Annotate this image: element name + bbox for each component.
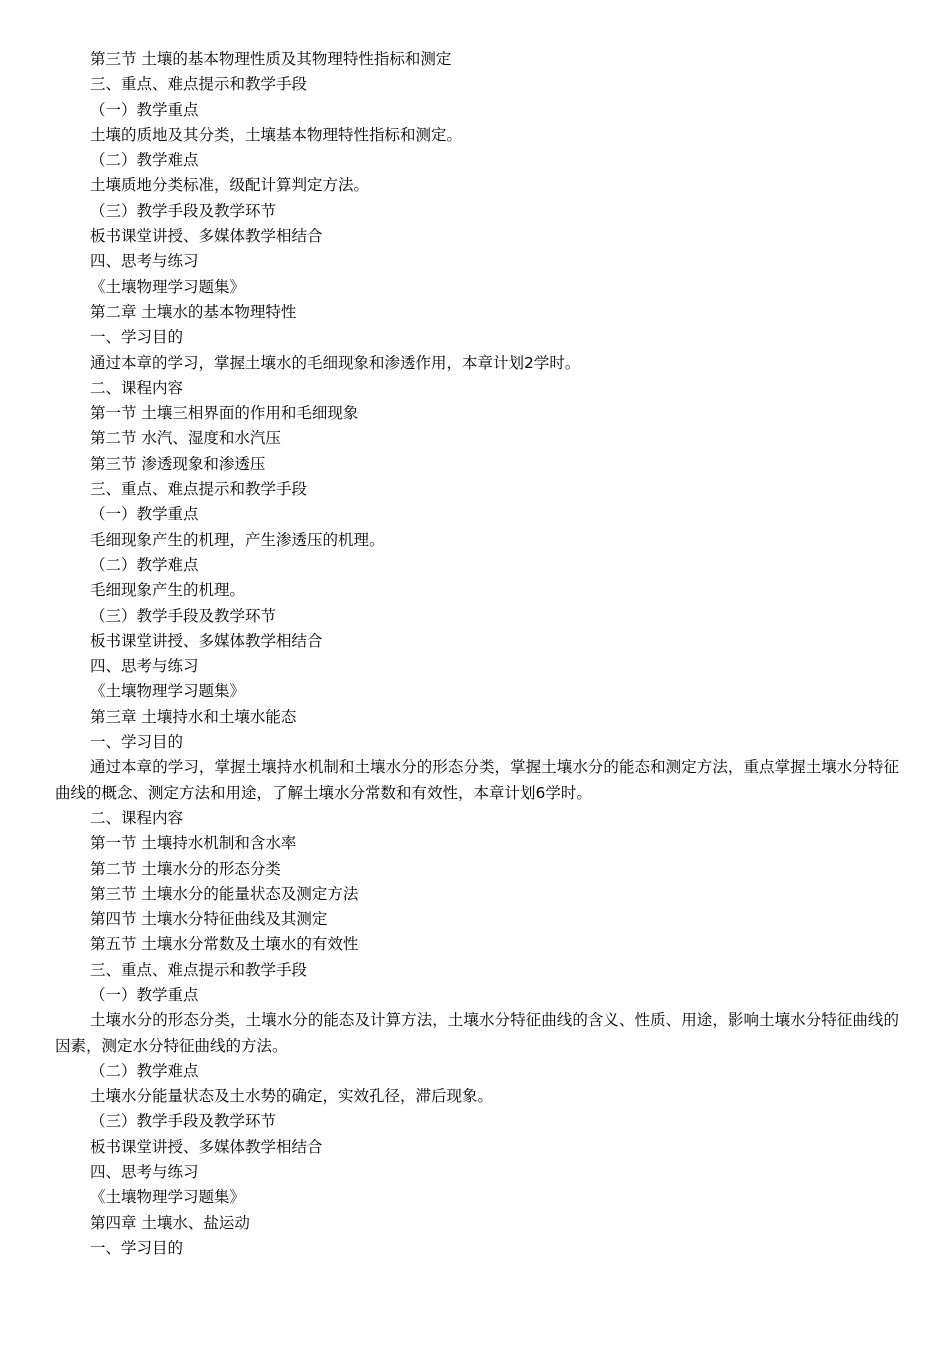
document-line: 第五节 土壤水分常数及土壤水的有效性 bbox=[90, 935, 359, 954]
document-line: 第四章 土壤水、盐运动 bbox=[90, 1213, 250, 1232]
document-line: 板书课堂讲授、多媒体教学相结合 bbox=[90, 631, 323, 650]
document-line: 第二节 土壤水分的形态分类 bbox=[90, 859, 281, 878]
document-line: 第二节 水汽、湿度和水汽压 bbox=[90, 429, 281, 448]
document-line: 一、学习目的 bbox=[90, 328, 184, 347]
document-line: （三）教学手段及教学环节 bbox=[90, 606, 277, 625]
document-line: 第三节 渗透现象和渗透压 bbox=[90, 454, 266, 473]
document-line: 板书课堂讲授、多媒体教学相结合 bbox=[90, 227, 323, 246]
document-line: 第三节 土壤的基本物理性质及其物理特性指标和测定 bbox=[90, 50, 452, 68]
document-line: 第三章 土壤持水和土壤水能态 bbox=[90, 707, 297, 726]
document-line: 板书课堂讲授、多媒体教学相结合 bbox=[90, 1137, 323, 1156]
document-line: 第二章 土壤水的基本物理特性 bbox=[90, 302, 297, 321]
document-line: 一、学习目的 bbox=[90, 1238, 184, 1257]
document-line: （二）教学难点 bbox=[90, 1061, 199, 1080]
document-line: 三、重点、难点提示和教学手段 bbox=[90, 480, 308, 499]
document-line: 《土壤物理学习题集》 bbox=[90, 1188, 246, 1207]
document-paragraph: 土壤水分的形态分类，土壤水分的能态及计算方法，土壤水分特征曲线的含义、性质、用途，影响土壤水分特征曲线的因素，测定水分特征曲线的方法。 bbox=[55, 1011, 899, 1055]
document-line: 第三节 土壤水分的能量状态及测定方法 bbox=[90, 884, 359, 903]
document-line: （三）教学手段及教学环节 bbox=[90, 1112, 277, 1131]
document-line: 《土壤物理学习题集》 bbox=[90, 277, 246, 296]
document-line: （一）教学重点 bbox=[90, 985, 199, 1004]
document-line: 二、课程内容 bbox=[90, 808, 184, 827]
document-line: 二、课程内容 bbox=[90, 378, 184, 397]
document-line: （二）教学难点 bbox=[90, 151, 199, 170]
document-line: 一、学习目的 bbox=[90, 733, 184, 752]
document-line: 土壤的质地及其分类，土壤基本物理特性指标和测定。 bbox=[90, 125, 463, 144]
document-line: （二）教学难点 bbox=[90, 555, 199, 574]
document-line: 第四节 土壤水分特征曲线及其测定 bbox=[90, 910, 328, 929]
document-paragraph: 通过本章的学习，掌握土壤持水机制和土壤水分的形态分类，掌握土壤水分的能态和测定方法，重点掌握土壤水分特征曲线的概念、测定方法和用途，了解土壤水分常数和有效性，本章计划6学时。 bbox=[55, 758, 899, 802]
document-line: （三）教学手段及教学环节 bbox=[90, 201, 277, 220]
document-line: 土壤水分能量状态及土水势的确定，实效孔径，滞后现象。 bbox=[90, 1087, 494, 1106]
document-line: 土壤质地分类标准，级配计算判定方法。 bbox=[90, 176, 370, 195]
document-line: 《土壤物理学习题集》 bbox=[90, 682, 246, 701]
document-line: 四、思考与练习 bbox=[90, 252, 199, 271]
document-line: 四、思考与练习 bbox=[90, 1163, 199, 1182]
document-line: 三、重点、难点提示和教学手段 bbox=[90, 960, 308, 979]
document-line: （一）教学重点 bbox=[90, 505, 199, 524]
document-line: 第一节 土壤三相界面的作用和毛细现象 bbox=[90, 404, 359, 423]
document-line: 毛细现象产生的机理。 bbox=[90, 581, 246, 600]
document-line: 第一节 土壤持水机制和含水率 bbox=[90, 834, 297, 853]
document-line: 通过本章的学习，掌握土壤水的毛细现象和渗透作用，本章计划2学时。 bbox=[90, 353, 581, 372]
document-line: 三、重点、难点提示和教学手段 bbox=[90, 75, 308, 94]
document-line: 毛细现象产生的机理，产生渗透压的机理。 bbox=[90, 530, 385, 549]
document-line: （一）教学重点 bbox=[90, 100, 199, 119]
document-page bbox=[0, 47, 951, 1261]
document-line: 四、思考与练习 bbox=[90, 657, 199, 676]
